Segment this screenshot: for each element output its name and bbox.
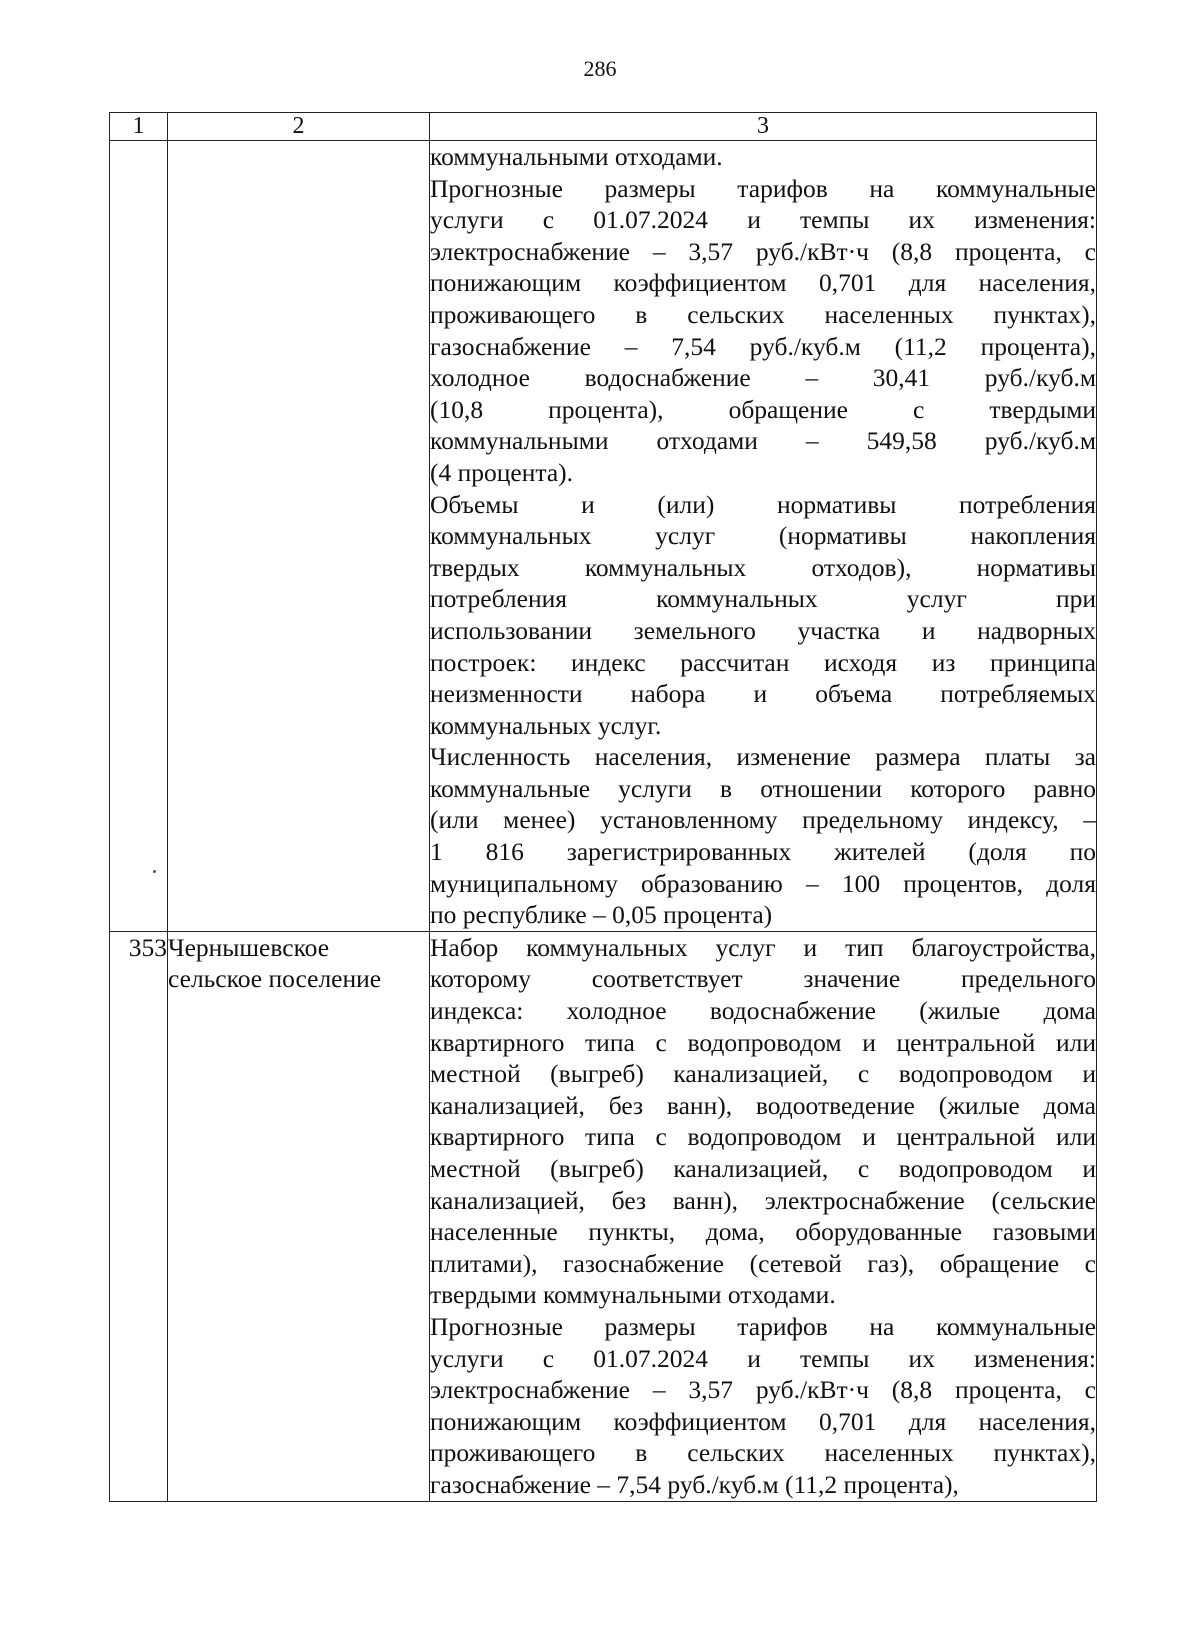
settlement-name-line: Чернышевское <box>168 932 330 962</box>
content-line: твердыми коммунальными отходами. <box>430 1280 836 1310</box>
row-number <box>110 141 168 932</box>
content-line: коммунальными отходами. <box>430 142 723 171</box>
content-line: 1 816 зарегистрированных жителей (доля по <box>430 837 1096 867</box>
content-line: построек: индекс рассчитан исходя из принципа <box>430 647 1096 677</box>
table-row-353 <box>110 931 1097 1501</box>
content-line: квартирного типа с водопроводом и центральной или <box>430 1027 1096 1057</box>
content-line: (или менее) установленному предельному индексу, – <box>430 805 1096 835</box>
content-line: Прогнозные размеры тарифов на коммунальные <box>430 173 1096 203</box>
content-line: проживающего в сельских населенных пунктах), <box>430 299 1096 329</box>
content-line: канализацией, без ванн), электроснабжение (сельские <box>430 1185 1096 1215</box>
content-line: холодное водоснабжение – 30,41 руб./куб.м <box>430 363 1096 393</box>
content-line: местной (выгреб) канализацией, с водопроводом и <box>430 1154 1096 1183</box>
content-line: неизменности набора и объема потребляемых <box>430 679 1096 709</box>
content-line: услуги с 01.07.2024 и темпы их изменения: <box>430 205 1096 235</box>
content-line: Прогнозные размеры тарифов на коммунальные <box>430 1311 1096 1341</box>
content-line: которому соответствует значение предельного <box>430 964 1096 994</box>
row-content <box>430 931 1097 1501</box>
content-line: электроснабжение – 3,57 руб./кВт·ч (8,8 процента, с <box>430 1375 1096 1405</box>
content-line: услуги с 01.07.2024 и темпы их изменения: <box>430 1343 1096 1373</box>
settlement-name-line: сельское поселение <box>168 964 382 994</box>
content-line: проживающего в сельских населенных пунктах), <box>430 1438 1096 1468</box>
row-content <box>430 141 1097 932</box>
header-col-2: 2 <box>168 113 430 141</box>
header-col-3: 3 <box>430 113 1097 141</box>
content-line: потребления коммунальных услуг при <box>430 584 1096 614</box>
content-line: канализацией, без ванн), водоотведение (жилые дома <box>430 1090 1096 1120</box>
content-line: коммунальных услуг (нормативы накопления <box>430 521 1096 551</box>
content-line: коммунальных услуг. <box>430 710 662 740</box>
tariff-table <box>109 112 1097 1502</box>
content-paragraph <box>430 173 1096 489</box>
table-header-row <box>110 113 1097 141</box>
content-line: газоснабжение – 7,54 руб./куб.м (11,2 процента), <box>430 1469 959 1499</box>
content-line: твердых коммунальных отходов), нормативы <box>430 552 1096 582</box>
row-settlement-name <box>168 141 430 932</box>
content-line: местной (выгреб) канализацией, с водопроводом и <box>430 1059 1096 1089</box>
content-line: Объемы и (или) нормативы потребления <box>430 489 1096 519</box>
content-line: коммунальными отходами – 549,58 руб./куб.м <box>430 426 1096 456</box>
content-paragraph <box>430 741 1096 931</box>
content-line: (4 процента). <box>430 457 574 487</box>
content-line: использовании земельного участка и надворных <box>430 615 1096 645</box>
scan-speck <box>153 870 156 873</box>
row-number: 353 <box>110 931 168 1501</box>
page-number: 286 <box>583 56 617 81</box>
content-line: коммунальные услуги в отношении которого равно <box>430 773 1096 803</box>
content-line: населенные пункты, дома, оборудованные газовыми <box>430 1217 1096 1247</box>
table-row-continuation <box>110 141 1097 932</box>
content-line: Численность населения, изменение размера платы за <box>430 742 1096 772</box>
content-line: квартирного типа с водопроводом и центральной или <box>430 1122 1096 1152</box>
content-line: плитами), газоснабжение (сетевой газ), обращение с <box>430 1248 1096 1278</box>
content-line: (10,8 процента), обращение с твердыми <box>430 394 1096 424</box>
content-paragraph <box>430 489 1096 742</box>
content-line: понижающим коэффициентом 0,701 для населения, <box>430 268 1096 298</box>
content-paragraph <box>430 1311 1096 1501</box>
content-line: электроснабжение – 3,57 руб./кВт·ч (8,8 процента, с <box>430 236 1096 266</box>
content-line: индекса: холодное водоснабжение (жилые дома <box>430 996 1096 1026</box>
content-line: понижающим коэффициентом 0,701 для населения, <box>430 1406 1096 1436</box>
content-line: муниципальному образованию – 100 процентов, доля <box>430 868 1096 898</box>
content-line: Набор коммунальных услуг и тип благоустройства, <box>430 932 1096 962</box>
header-col-1: 1 <box>110 113 168 141</box>
content-line: газоснабжение – 7,54 руб./куб.м (11,2 процента), <box>430 331 1096 361</box>
content-paragraph <box>430 932 1096 1311</box>
row-settlement-name <box>168 931 430 1501</box>
content-paragraph <box>430 141 1096 173</box>
content-line: по республике – 0,05 процента) <box>430 900 773 930</box>
